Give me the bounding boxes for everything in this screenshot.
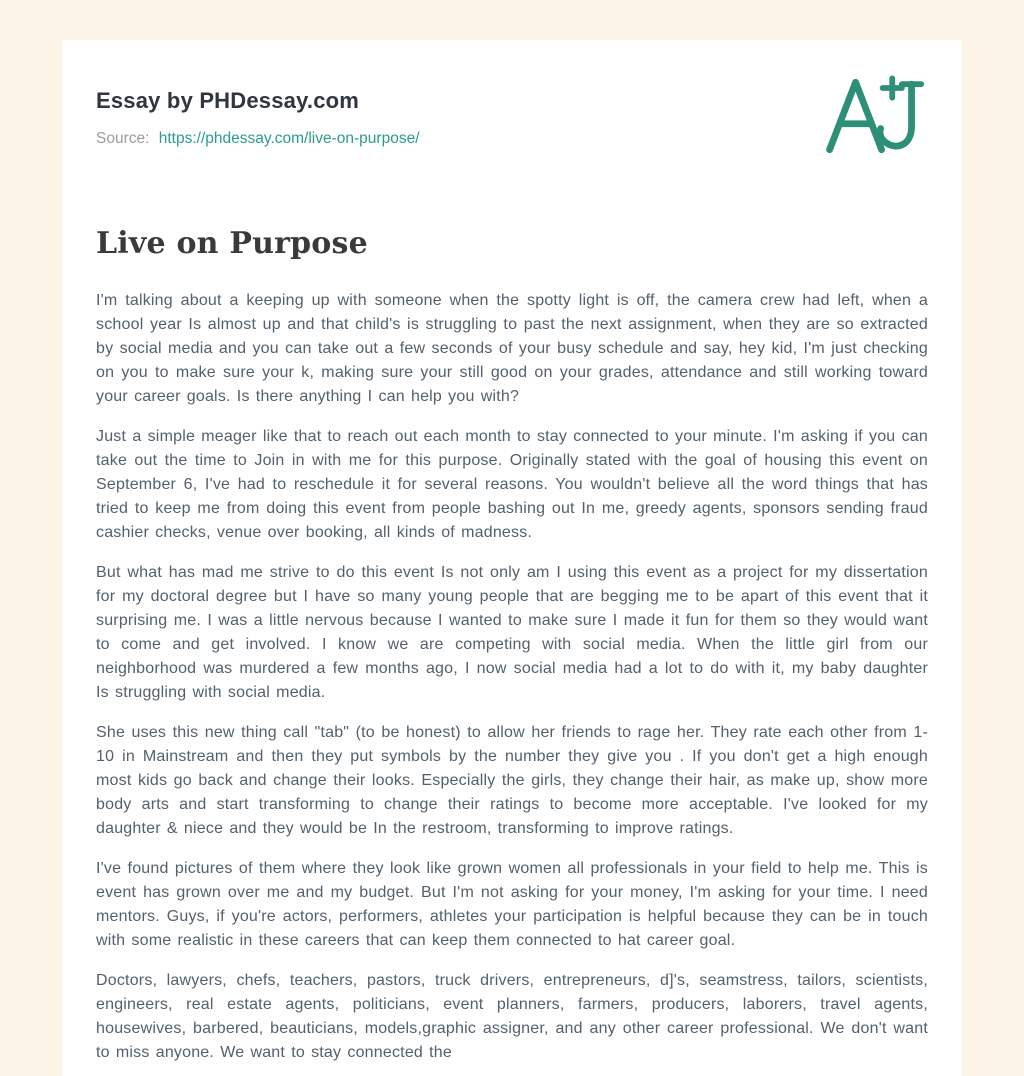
source-label: Source: [96,130,150,147]
essay-header [96,88,928,148]
source-line [96,130,928,148]
paragraph-4: She uses this new thing call "tab" (to be honest) to allow her friends to rage her. They rate each other from 1-10 in Mainstream and then they put symbols by the number they give you . If you don't get a high enough most kids go back and change their looks. Especially the girls, they change their hair, as make up, show more body arts and start transforming to change their ratings to become more acceptable. I've looked for my daughter & niece and they would be In the restroom, transforming to improve ratings. [96,724,928,837]
essay-card [62,40,962,1076]
essay-title: Live on Purpose [96,226,368,261]
byline: Essay by PHDessay.com [96,88,360,113]
phdessay-logo-icon [818,70,926,162]
paragraph-6: Doctors, lawyers, chefs, teachers, pastors, truck drivers, entrepreneurs, d]'s, seamstress, tailors, scientists, engineers, real estate agents, politicians, event planners, farmers, producers, laborers, travel agents, housewives, barbered, beauticians, models,graphic assigner, and any other career professional. We don't want to miss anyone. We want to stay connected the [96,972,928,1061]
paragraph-5: I've found pictures of them where they look like grown women all professionals in your field to help me. This is event has grown over me and my budget. But I'm not asking for your money, I'm asking for your time. I need mentors. Guys, if you're actors, performers, athletes your participation is helpful because they can be in touch with some realistic in these careers that can keep them connected to hat career goal. [96,860,928,949]
source-link[interactable]: https://phdessay.com/live-on-purpose/ [158,130,420,147]
paragraph-3: But what has mad me strive to do this event Is not only am I using this event as a project for my dissertation for my doctoral degree but I have so many young people that are begging me to be apart of this event that it surprising me. I was a little nervous because I wanted to make sure I made it fun for them so they would want to come and get involved. I know we are competing with social media. When the little girl from our neighborhood was murdered a few months ago, I now social media had a lot to do with it, my baby daughter Is struggling with social media. [96,564,928,701]
page-background [0,40,1024,1076]
essay-body [96,289,928,1065]
paragraph-2: Just a simple meager like that to reach out each month to stay connected to your minute. I'm asking if you can take out the time to Join in with me for this purpose. Originally stated with the goal of housing this event on September 6, I've had to reschedule it for several reasons. You wouldn't believe all the word things that has tried to keep me from doing this event from people bashing out In me, greedy agents, sponsors sending fraud cashier checks, venue over booking, all kinds of madness. [96,428,928,541]
paragraph-1: I'm talking about a keeping up with someone when the spotty light is off, the camera crew had left, when a school year Is almost up and that child's is struggling to past the next assignment, when they are so extracted by social media and you can take out a few seconds of your busy schedule and say, hey kid, I'm just checking on you to make sure your k, making sure your still good on your grades, attendance and still working toward your career goals. Is there anything I can help you with? [96,292,928,405]
